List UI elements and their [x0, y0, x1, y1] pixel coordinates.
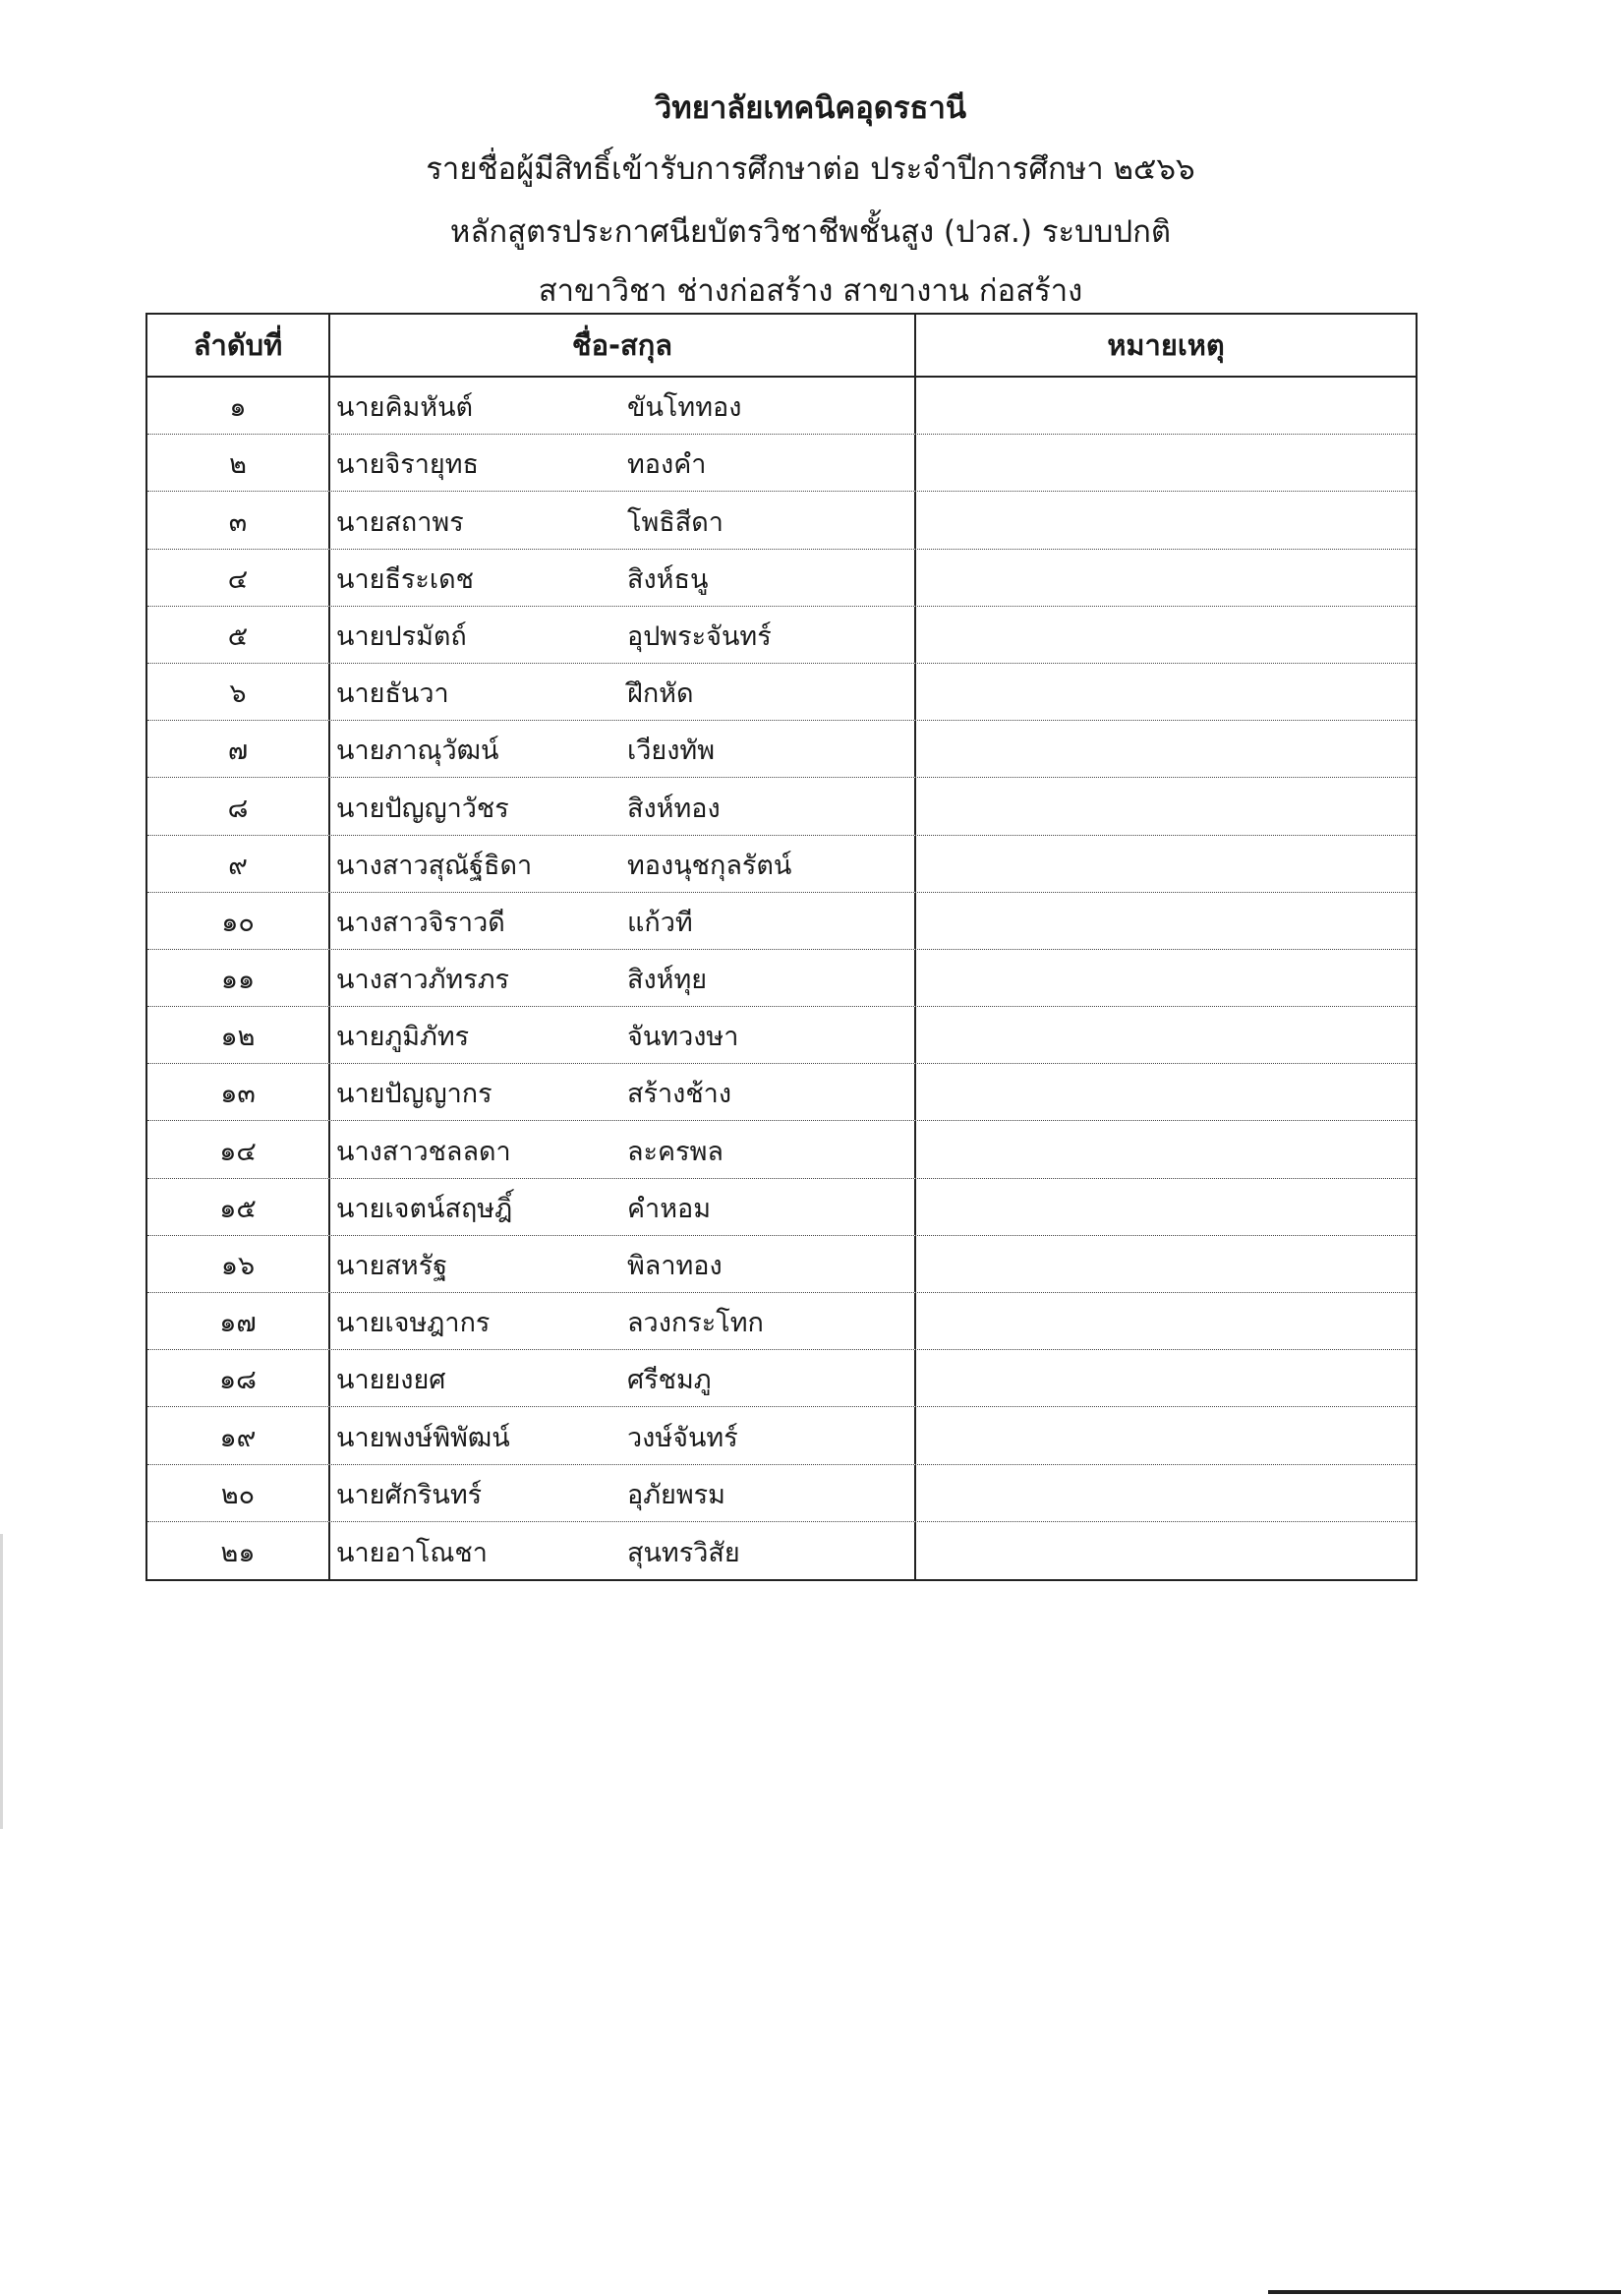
table-body: [147, 378, 1416, 1579]
row-last-name: ศรีชมภู: [627, 1365, 712, 1396]
row-first-name: นายเจตน์สฤษฎิ์: [336, 1193, 513, 1224]
row-remark: [916, 950, 1416, 1006]
row-remark: [916, 1522, 1416, 1579]
row-name: [330, 378, 916, 434]
row-remark: [916, 1121, 1416, 1177]
header-name: ชื่อ-สกุล: [330, 315, 916, 376]
student-list-table: [145, 313, 1418, 1581]
row-first-name: นายปัญญากร: [336, 1079, 492, 1110]
row-remark: [916, 607, 1416, 663]
table-row: [147, 492, 1416, 549]
row-first-name: นายเจษฎากร: [336, 1308, 491, 1339]
row-remark: [916, 721, 1416, 777]
row-first-name: นายคิมหันต์: [336, 392, 474, 424]
row-first-name: นายปรมัตถ์: [336, 620, 467, 652]
row-order: ๑๙: [147, 1407, 330, 1463]
row-first-name: นายจิรายุทธ: [336, 449, 480, 481]
table-row: [147, 1465, 1416, 1522]
row-last-name: วงษ์จันทร์: [627, 1422, 738, 1453]
document-subtitle-list: รายชื่อผู้มีสิทธิ์เข้ารับการศึกษาต่อ ประจำปีการศึกษา ๒๕๖๖: [426, 151, 1195, 187]
row-last-name: โพธิสีดา: [627, 506, 724, 538]
row-order: ๕: [147, 607, 330, 663]
row-first-name: นายสถาพร: [336, 506, 464, 538]
row-order: ๑๐: [147, 893, 330, 949]
table-row: [147, 950, 1416, 1007]
row-remark: [916, 1179, 1416, 1235]
row-remark: [916, 1350, 1416, 1406]
row-remark: [916, 492, 1416, 548]
row-name: [330, 1407, 916, 1463]
row-order: ๗: [147, 721, 330, 777]
row-remark: [916, 893, 1416, 949]
row-last-name: แก้วที: [627, 907, 693, 938]
table-row: [147, 1350, 1416, 1407]
scan-bottom-mark: [1268, 2290, 1621, 2294]
table-row: [147, 1179, 1416, 1236]
row-name: [330, 550, 916, 606]
row-first-name: นายอาโณชา: [336, 1537, 488, 1568]
row-name: [330, 1179, 916, 1235]
row-name: [330, 664, 916, 720]
row-last-name: อุภัยพรม: [627, 1479, 725, 1510]
row-first-name: นางสาวภัทรภร: [336, 965, 510, 996]
row-name: [330, 1121, 916, 1177]
row-order: ๑๑: [147, 950, 330, 1006]
row-last-name: ขันโททอง: [627, 392, 742, 424]
row-name: [330, 1522, 916, 1579]
row-name: [330, 1064, 916, 1120]
row-order: ๒๑: [147, 1522, 330, 1579]
row-last-name: พิลาทอง: [627, 1251, 723, 1281]
row-remark: [916, 1465, 1416, 1521]
table-row: [147, 1236, 1416, 1293]
row-first-name: นายสหรัฐ: [336, 1251, 448, 1281]
row-last-name: เวียงทัพ: [627, 736, 715, 767]
table-row: [147, 721, 1416, 778]
row-name: [330, 1007, 916, 1063]
row-remark: [916, 664, 1416, 720]
table-row: [147, 1522, 1416, 1579]
row-remark: [916, 1407, 1416, 1463]
row-name: [330, 435, 916, 491]
row-first-name: นางสาวสุณัฐ์ธิดา: [336, 850, 533, 881]
row-first-name: นางสาวจิราวดี: [336, 907, 505, 938]
header-order: ลำดับที่: [147, 315, 330, 376]
row-order: ๖: [147, 664, 330, 720]
scan-edge-mark: [0, 1534, 3, 1829]
row-first-name: นายภาณุวัฒน์: [336, 736, 499, 767]
row-name: [330, 1350, 916, 1406]
document-title: วิทยาลัยเทคนิคอุดรธานี: [654, 90, 967, 126]
row-last-name: ฝึกหัด: [627, 678, 694, 710]
row-name: [330, 1236, 916, 1292]
table-row: [147, 1121, 1416, 1178]
row-order: ๑: [147, 378, 330, 434]
table-row: [147, 836, 1416, 893]
row-order: ๔: [147, 550, 330, 606]
row-order: ๑๔: [147, 1121, 330, 1177]
document-subtitle-program: หลักสูตรประกาศนียบัตรวิชาชีพชั้นสูง (ปวส.) ระบบปกติ: [449, 214, 1172, 250]
table-row: [147, 778, 1416, 835]
row-order: ๒: [147, 435, 330, 491]
row-last-name: สิงห์ทอง: [627, 793, 721, 824]
row-last-name: อุปพระจันทร์: [627, 620, 772, 652]
row-first-name: นายปัญญาวัชร: [336, 793, 509, 824]
row-first-name: นายยงยศ: [336, 1365, 446, 1396]
row-name: [330, 721, 916, 777]
row-order: ๑๘: [147, 1350, 330, 1406]
row-last-name: สิงห์ธนู: [627, 563, 709, 595]
row-order: ๑๓: [147, 1064, 330, 1120]
row-remark: [916, 778, 1416, 834]
row-first-name: นายภูมิภัทร: [336, 1022, 470, 1053]
row-last-name: คำหอม: [627, 1193, 712, 1224]
row-last-name: ละครพล: [627, 1136, 724, 1167]
row-remark: [916, 1007, 1416, 1063]
table-row: [147, 664, 1416, 721]
table-row: [147, 550, 1416, 607]
row-order: ๓: [147, 492, 330, 548]
row-last-name: จันทวงษา: [627, 1022, 739, 1053]
table-header: [147, 315, 1416, 378]
table-row: [147, 435, 1416, 492]
row-order: ๙: [147, 836, 330, 892]
row-first-name: นางสาวชลลดา: [336, 1136, 511, 1167]
table-row: [147, 607, 1416, 664]
row-remark: [916, 435, 1416, 491]
table-row: [147, 893, 1416, 950]
row-name: [330, 893, 916, 949]
row-order: ๑๖: [147, 1236, 330, 1292]
table-row: [147, 1407, 1416, 1464]
header-remark: หมายเหตุ: [1107, 328, 1225, 362]
table-row: [147, 1293, 1416, 1350]
row-name: [330, 836, 916, 892]
row-remark: [916, 836, 1416, 892]
row-name: [330, 778, 916, 834]
row-last-name: ทองคำ: [627, 449, 707, 481]
row-name: [330, 607, 916, 663]
table-row: [147, 1064, 1416, 1121]
row-last-name: สร้างช้าง: [627, 1079, 731, 1110]
row-remark: [916, 378, 1416, 434]
row-last-name: ทองนุชกุลรัตน์: [627, 850, 792, 881]
table-row: [147, 378, 1416, 435]
row-remark: [916, 550, 1416, 606]
row-last-name: ลวงกระโทก: [627, 1308, 764, 1339]
row-remark: [916, 1064, 1416, 1120]
row-order: ๑๒: [147, 1007, 330, 1063]
row-last-name: สิงห์ทุย: [627, 965, 708, 996]
document-subtitle-major: สาขาวิชา ช่างก่อสร้าง สาขางาน ก่อสร้าง: [538, 273, 1083, 309]
row-first-name: นายธันวา: [336, 678, 449, 710]
row-remark: [916, 1293, 1416, 1349]
row-order: ๘: [147, 778, 330, 834]
table-row: [147, 1007, 1416, 1064]
row-name: [330, 492, 916, 548]
row-last-name: สุนทรวิสัย: [627, 1537, 740, 1568]
row-name: [330, 950, 916, 1006]
row-first-name: นายศักรินทร์: [336, 1479, 483, 1510]
row-name: [330, 1465, 916, 1521]
row-order: ๒๐: [147, 1465, 330, 1521]
row-first-name: นายธีระเดช: [336, 563, 475, 595]
row-name: [330, 1293, 916, 1349]
row-first-name: นายพงษ์พิพัฒน์: [336, 1422, 510, 1453]
row-order: ๑๕: [147, 1179, 330, 1235]
row-order: ๑๗: [147, 1293, 330, 1349]
row-remark: [916, 1236, 1416, 1292]
